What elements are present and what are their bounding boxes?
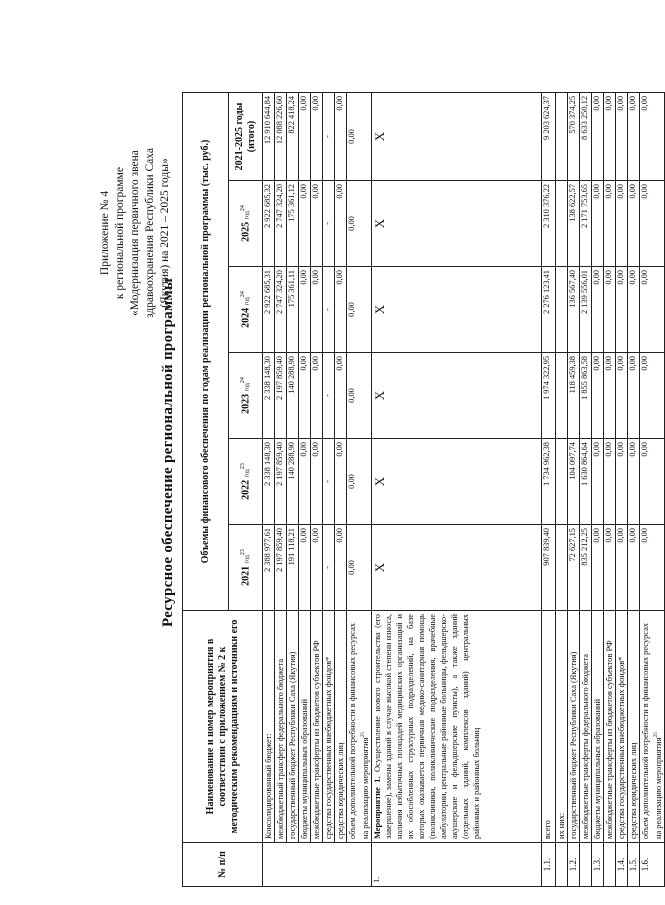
value-cell: 0,00 (335, 181, 347, 267)
value-cell: 570 374,25 (567, 92, 579, 180)
value-cell: 0,00 (591, 267, 603, 353)
value-cell: 0,00 (615, 267, 627, 353)
value-cell: 0,00 (639, 181, 664, 267)
x-mark: X (371, 92, 541, 180)
value-cell (555, 353, 567, 439)
table-row (627, 92, 639, 886)
header-total: 2021-2025 годы (итого) (229, 92, 263, 180)
value-cell: 2 197 859,40 (275, 439, 287, 525)
value-cell: 0,00 (299, 267, 311, 353)
value-cell: 72 627,15 (567, 525, 579, 611)
table-row (323, 92, 335, 886)
value-cell: 0,00 (603, 525, 615, 611)
row-label-text: государственный бюджет Республики Саха (Якутия) (568, 651, 578, 839)
value-cell: 0,00 (335, 92, 347, 180)
header-year: 2023 год$^{24}$ (229, 353, 263, 439)
value-cell: 0,00 (591, 353, 603, 439)
value-cell: 2 197 859,40 (275, 525, 287, 611)
value-cell: 2 338 148,30 (263, 353, 275, 439)
value-cell: 0,00 (347, 92, 372, 180)
row-label (591, 611, 603, 843)
value-cell: - (323, 267, 335, 353)
footnote-mark: 25 (652, 732, 659, 738)
table-row (371, 92, 541, 886)
value-cell: 1 974 322,95 (541, 353, 555, 439)
value-cell: - (323, 353, 335, 439)
value-cell: 138 622,57 (567, 181, 579, 267)
value-cell: 1 855 863,58 (579, 353, 591, 439)
empty-num-cell (263, 843, 372, 887)
table-row (591, 92, 603, 886)
header-year: 2022 год$^{23}$ (229, 439, 263, 525)
row-label (567, 611, 579, 843)
row-label (579, 611, 591, 843)
value-cell: 12 088 226,60 (275, 92, 287, 180)
value-cell: 0,00 (591, 439, 603, 525)
event-description (371, 611, 541, 843)
value-cell: - (323, 439, 335, 525)
header-num: № п/п (183, 843, 263, 887)
row-label-text: межбюджетные трансферты из бюджетов субъектов РФ (604, 640, 614, 839)
value-cell: 1 734 962,38 (541, 439, 555, 525)
value-cell: 0,00 (627, 267, 639, 353)
value-cell (555, 525, 567, 611)
value-cell: 136 567,40 (567, 267, 579, 353)
value-cell: 0,00 (299, 181, 311, 267)
row-label (627, 611, 639, 843)
row-num: 1.3. (591, 843, 603, 887)
row-label-text: всего (542, 820, 552, 839)
value-cell: 0,00 (591, 92, 603, 180)
row-label (299, 611, 311, 843)
value-cell: 0,00 (347, 267, 372, 353)
value-cell: 2 171 753,65 (579, 181, 591, 267)
value-cell: 0,00 (627, 353, 639, 439)
table-row (555, 92, 567, 886)
header-year: 2025 год$^{24}$ (229, 181, 263, 267)
table-row (615, 92, 627, 886)
table-row (347, 92, 372, 886)
value-cell: 0,00 (639, 267, 664, 353)
value-cell: 0,00 (311, 439, 323, 525)
row-label-text: их них: (556, 812, 566, 839)
row-label-text: государственный бюджет Республики Саха (Якутия) (288, 651, 297, 839)
value-cell: 140 288,90 (287, 439, 299, 525)
value-cell: 0,00 (615, 439, 627, 525)
row-label (603, 611, 615, 843)
row-label (615, 611, 627, 843)
row-label (347, 611, 372, 843)
value-cell: 0,00 (639, 353, 664, 439)
value-cell: - (323, 181, 335, 267)
value-cell (555, 181, 567, 267)
row-label-text: бюджеты муниципальных образований (592, 698, 602, 839)
table-row (639, 92, 664, 886)
value-cell: 0,00 (311, 525, 323, 611)
value-cell: 822 418,24 (287, 92, 299, 180)
row-label-text: средства юридических лиц (336, 742, 345, 839)
value-cell: 0,00 (627, 525, 639, 611)
value-cell: 2 922 685,31 (263, 267, 275, 353)
row-label (263, 611, 275, 843)
value-cell: 2 197 859,40 (275, 353, 287, 439)
x-mark: X (371, 181, 541, 267)
row-label (555, 611, 567, 843)
value-cell: 0,00 (591, 525, 603, 611)
value-cell: 0,00 (299, 353, 311, 439)
header-year: 2024 год$^{24}$ (229, 267, 263, 353)
row-label (311, 611, 323, 843)
table-row (335, 92, 347, 886)
value-cell (555, 92, 567, 180)
table-row (263, 92, 275, 886)
value-cell: 2 310 376,22 (541, 181, 555, 267)
appendix-line: (Якутия) на 2021 – 2025 годы» (159, 158, 171, 308)
value-cell: 0,00 (639, 92, 664, 180)
row-num (579, 843, 591, 887)
value-cell: 2 388 977,61 (263, 525, 275, 611)
value-cell (555, 439, 567, 525)
table-row (275, 92, 287, 886)
row-label-text: объем дополнительной потребности в финансовых ресурсах на реализацию мероприятия (348, 623, 370, 839)
value-cell: 0,00 (627, 92, 639, 180)
row-label (335, 611, 347, 843)
value-cell: 0,00 (603, 353, 615, 439)
value-cell: 1 630 864,64 (579, 439, 591, 525)
resource-table (182, 92, 665, 887)
value-cell: 0,00 (615, 92, 627, 180)
appendix-line: Приложение № 4 (99, 190, 111, 276)
table-row (287, 92, 299, 886)
x-mark: X (371, 525, 541, 611)
value-cell: 0,00 (299, 439, 311, 525)
row-label-text: средства государственных внебюджетных фондов* (324, 656, 333, 839)
event-lead: Мероприятие 1. (372, 776, 382, 839)
value-cell: 0,00 (347, 181, 372, 267)
header-name: Наименование и номер мероприятия в соответствии с приложением № 2 к методическим рекомендациям и источники его (183, 611, 263, 843)
row-label-text: средства государственных внебюджетных фондов* (616, 656, 626, 839)
table-row (579, 92, 591, 886)
value-cell: 0,00 (311, 267, 323, 353)
value-cell: 2 747 324,20 (275, 181, 287, 267)
value-cell: 0,00 (591, 181, 603, 267)
table-row (299, 92, 311, 886)
value-cell: 0,00 (335, 267, 347, 353)
value-cell: 0,00 (603, 267, 615, 353)
row-label (639, 611, 664, 843)
row-num (603, 843, 615, 887)
table-body (263, 92, 665, 886)
row-num: 1.2. (567, 843, 579, 887)
value-cell: 0,00 (299, 92, 311, 180)
value-cell: 0,00 (335, 353, 347, 439)
value-cell: 0,00 (299, 525, 311, 611)
value-cell: 0,00 (627, 181, 639, 267)
value-cell: 12 910 644,84 (263, 92, 275, 180)
value-cell: 0,00 (603, 181, 615, 267)
value-cell: 2 338 148,30 (263, 439, 275, 525)
value-cell: 2 747 324,20 (275, 267, 287, 353)
value-cell: 0,00 (335, 525, 347, 611)
value-cell: 835 212,25 (579, 525, 591, 611)
value-cell (555, 267, 567, 353)
value-cell: 175 361,11 (287, 267, 299, 353)
value-cell: 0,00 (615, 525, 627, 611)
table-row (541, 92, 555, 886)
value-cell: 907 839,40 (541, 525, 555, 611)
value-cell: 175 361,12 (287, 181, 299, 267)
row-num: 1.5. (627, 843, 639, 887)
value-cell: 0,00 (639, 439, 664, 525)
document-title: Ресурсное обеспечение региональной программы (160, 278, 176, 627)
table-row (311, 92, 323, 886)
value-cell: 191 118,21 (287, 525, 299, 611)
value-cell: 0,00 (311, 92, 323, 180)
row-label-text: бюджеты муниципальных образований (300, 698, 309, 839)
row-label-text: межбюджетные трансферты из бюджетов субъектов РФ (312, 640, 321, 839)
value-cell: - (323, 92, 335, 180)
value-cell: 140 288,90 (287, 353, 299, 439)
row-label-text: межбюджетный трансферт федерального бюджета (276, 658, 285, 839)
appendix-line: «Модернизация первичного звена (129, 150, 141, 316)
value-cell: 2 276 123,41 (541, 267, 555, 353)
footnote-mark: 25 (360, 732, 366, 738)
row-label (275, 611, 287, 843)
value-cell: 0,00 (627, 439, 639, 525)
x-mark: X (371, 439, 541, 525)
row-label (541, 611, 555, 843)
appendix-line: к региональной программе (114, 166, 126, 300)
value-cell: 104 097,74 (567, 439, 579, 525)
header-financing-group: Объемы финансового обеспечения по годам реализации региональной программы (тыс. руб.) (183, 92, 229, 610)
value-cell: 0,00 (603, 439, 615, 525)
value-cell: 0,00 (347, 353, 372, 439)
x-mark: X (371, 267, 541, 353)
value-cell: 0,00 (615, 181, 627, 267)
value-cell: 0,00 (639, 525, 664, 611)
value-cell: - (323, 525, 335, 611)
value-cell: 8 633 250,12 (579, 92, 591, 180)
x-mark: X (371, 353, 541, 439)
row-num (555, 843, 567, 887)
value-cell: 2 139 556,01 (579, 267, 591, 353)
row-label-text: межбюджетные трансферты федерального бюджета (580, 654, 590, 839)
value-cell: 0,00 (615, 353, 627, 439)
header-year: 2021 год$^{23}$ (229, 525, 263, 611)
appendix-line: здравоохранения Республики Саха (144, 148, 156, 318)
value-cell: 0,00 (335, 439, 347, 525)
value-cell: 0,00 (311, 181, 323, 267)
row-num: 1.1. (541, 843, 555, 887)
value-cell: 0,00 (347, 525, 372, 611)
value-cell: 0,00 (311, 353, 323, 439)
row-label-text: средства юридических лиц (628, 742, 638, 839)
table-row (567, 92, 579, 886)
row-num: 1.6. (639, 843, 664, 887)
event-text: Осуществление нового строительства (его завершение), замены зданий в случае высокой степени износа, наличия избыточных площадей медицинских организаций и их обособленных структурных подразделений, на базе которых оказывается первичная медико-санитарная помощь (поликлиники, поликлинические подразделения, врачебные амбулатории, центральные районные больницы, фельдшерско-акушерские и фельдшерские пункты), а также зданий (отдельных зданий, комплексов зданий) центральных районных и районных больниц (372, 614, 481, 839)
row-num: 1.4. (615, 843, 627, 887)
value-cell: 0,00 (347, 439, 372, 525)
event-num: 1. (371, 843, 541, 887)
row-label-text: Консолидированный бюджет: (264, 733, 273, 839)
row-label (323, 611, 335, 843)
row-label (287, 611, 299, 843)
row-label-text: объем дополнительной потребности в финансовых ресурсах на реализацию мероприятия (640, 623, 663, 839)
value-cell: 9 203 624,37 (541, 92, 555, 180)
value-cell: 2 922 685,32 (263, 181, 275, 267)
table-row (603, 92, 615, 886)
value-cell: 0,00 (603, 92, 615, 180)
value-cell: 118 459,38 (567, 353, 579, 439)
